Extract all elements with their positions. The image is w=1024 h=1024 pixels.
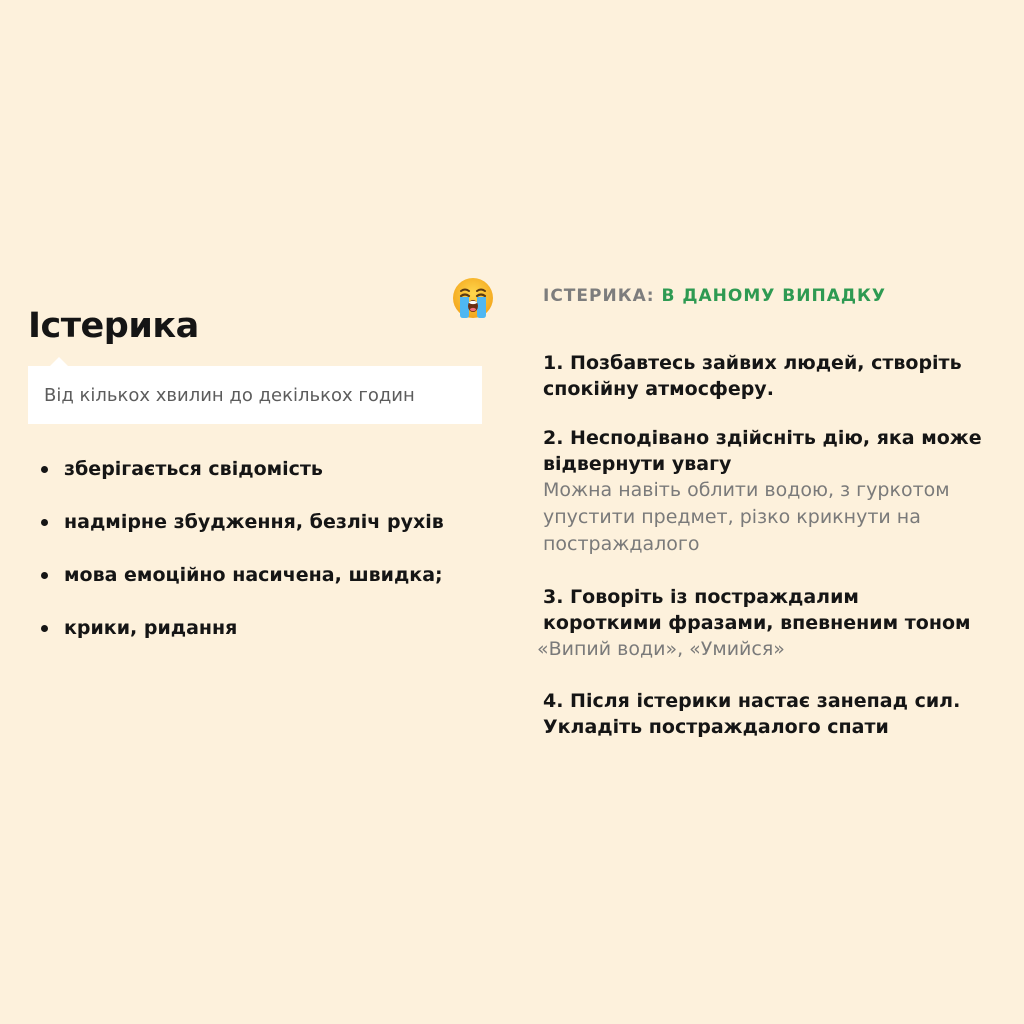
symptom-text: мова емоційно насичена, швидка; [64,564,443,586]
step-title-line: 1. Позбавтесь зайвих людей, створіть [543,352,962,374]
step-1 [543,350,962,402]
symptom-item [40,507,444,560]
symptoms-list [40,454,444,666]
symptom-item [40,560,444,613]
step-title-line: спокійну атмосферу. [543,378,774,400]
section-header [543,286,886,306]
bullet-icon [41,625,48,632]
step-3 [537,584,971,663]
header-suffix: В ДАНОМУ ВИПАДКУ [661,286,886,306]
symptom-item [40,454,444,507]
symptom-item [40,613,444,666]
duration-callout [28,366,482,424]
step-note-line: упустити предмет, різко крикнути на [543,506,921,528]
bullet-icon [41,466,48,473]
step-title-line: відвернути увагу [543,453,732,475]
bullet-icon [41,572,48,579]
symptom-text: зберігається свідомість [64,458,323,480]
step-title-line: 2. Несподівано здійсніть дію, яка може [543,427,982,449]
symptom-text: крики, ридання [64,617,238,639]
page-title: Істерика [28,306,199,346]
step-title-line: Укладіть постраждалого спати [543,716,889,738]
bullet-icon [41,519,48,526]
step-title-line: короткими фразами, впевненим тоном [543,612,971,634]
step-4 [543,688,960,740]
duration-text: Від кількох хвилин до декількох годин [44,384,415,406]
loudly-crying-face-icon [452,277,494,319]
step-note-line: постраждалого [543,533,700,555]
header-prefix: ІСТЕРИКА: [543,286,655,306]
step-title-line: 3. Говоріть із постраждалим [543,586,859,608]
step-note-line: «Випий води», «Умийся» [537,638,785,660]
symptom-text: надмірне збудження, безліч рухів [64,511,444,533]
step-2 [543,425,982,558]
step-title-line: 4. Після істерики настає занепад сил. [543,690,961,712]
step-note-line: Можна навіть облити водою, з гуркотом [543,479,950,501]
